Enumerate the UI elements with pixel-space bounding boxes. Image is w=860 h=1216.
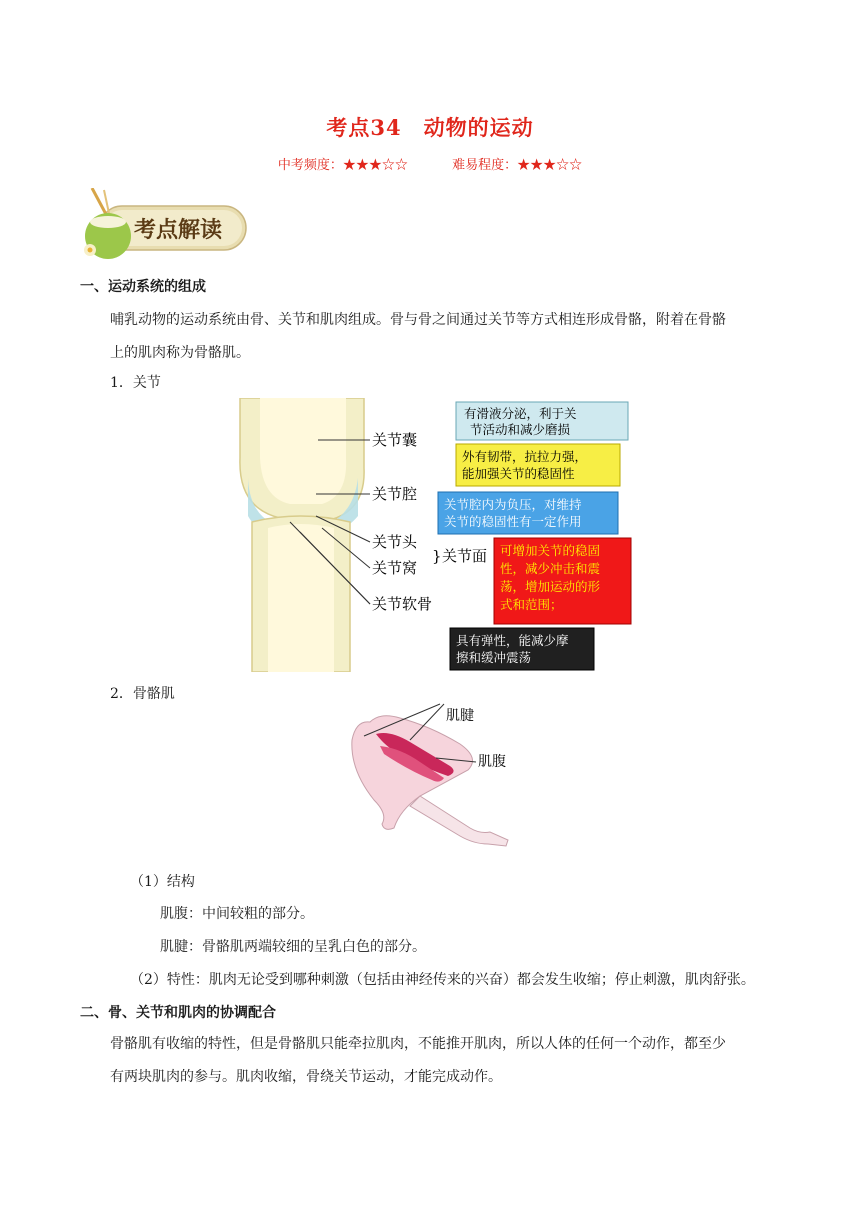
badge-label: 考点解读 bbox=[134, 218, 223, 243]
exam-frequency: 中考频度：★★★☆☆ bbox=[277, 158, 408, 173]
label-surface: 关节面 bbox=[442, 547, 488, 565]
note-surface-3: 荡，增加运动的形 bbox=[500, 579, 601, 594]
skeletal-muscle-diagram bbox=[340, 700, 520, 860]
label-capsule: 关节囊 bbox=[372, 431, 418, 449]
section2-line2: 有两块肌肉的参与。肌肉收缩，骨绕关节运动，才能完成动作。 bbox=[110, 1069, 502, 1085]
joint-diagram bbox=[230, 398, 632, 672]
muscle-heading: 2．骨骼肌 bbox=[110, 686, 175, 702]
joint-heading: 1．关节 bbox=[110, 375, 161, 391]
structure-heading: （1）结构 bbox=[130, 874, 195, 890]
note-cavity-2: 关节的稳固性有一定作用 bbox=[444, 514, 582, 529]
brace: } bbox=[432, 547, 442, 565]
note-capsule-outer-2: 能加强关节的稳固性 bbox=[462, 466, 575, 481]
difficulty-level: 难易程度：★★★☆☆ bbox=[452, 158, 583, 173]
note-capsule-outer-1: 外有韧带，抗拉力强， bbox=[462, 449, 588, 464]
note-surface-1: 可增加关节的稳固 bbox=[500, 543, 601, 558]
page-subtitle bbox=[0, 154, 860, 173]
section2-heading: 二、骨、关节和肌肉的协调配合 bbox=[80, 1005, 276, 1021]
section2-line1: 骨骼肌有收缩的特性，但是骨骼肌只能牵拉肌肉，不能推开肌肉，所以人体的任何一个动作，都至少 bbox=[110, 1036, 726, 1052]
label-tendon: 肌腱 bbox=[446, 708, 474, 724]
label-belly: 肌腹 bbox=[478, 754, 506, 770]
section1-heading: 一、运动系统的组成 bbox=[80, 279, 206, 295]
belly-definition: 肌腹：中间较粗的部分。 bbox=[160, 906, 314, 922]
label-cartilage: 关节软骨 bbox=[372, 595, 433, 613]
note-surface-4: 式和范围； bbox=[500, 597, 563, 612]
section1-intro-line2: 上的肌肉称为骨骼肌。 bbox=[110, 345, 250, 361]
note-surface-2: 性，减少冲击和震 bbox=[500, 561, 601, 576]
note-capsule-inner-2: 节活动和减少磨损 bbox=[470, 422, 571, 437]
label-head: 关节头 bbox=[372, 533, 418, 551]
note-cartilage-1: 具有弹性，能减少摩 bbox=[456, 633, 569, 648]
note-cartilage-2: 擦和缓冲震荡 bbox=[456, 650, 532, 665]
section-badge bbox=[78, 188, 248, 262]
page-title: 考点34 动物的运动 bbox=[326, 115, 534, 140]
tendon-definition: 肌腱：骨骼肌两端较细的呈乳白色的部分。 bbox=[160, 939, 426, 955]
label-cavity: 关节腔 bbox=[372, 485, 418, 503]
section1-intro-line1: 哺乳动物的运动系统由骨、关节和肌肉组成。骨与骨之间通过关节等方式相连形成骨骼，附着在骨骼 bbox=[110, 312, 726, 328]
note-capsule-inner-1: 有滑液分泌，利于关 bbox=[464, 406, 577, 421]
muscle-property: （2）特性：肌肉无论受到哪种刺激（包括由神经传来的兴奋）都会发生收缩；停止刺激，肌肉舒张。 bbox=[130, 972, 755, 988]
note-cavity-1: 关节腔内为负压，对维持 bbox=[444, 497, 582, 512]
label-socket: 关节窝 bbox=[372, 559, 418, 577]
